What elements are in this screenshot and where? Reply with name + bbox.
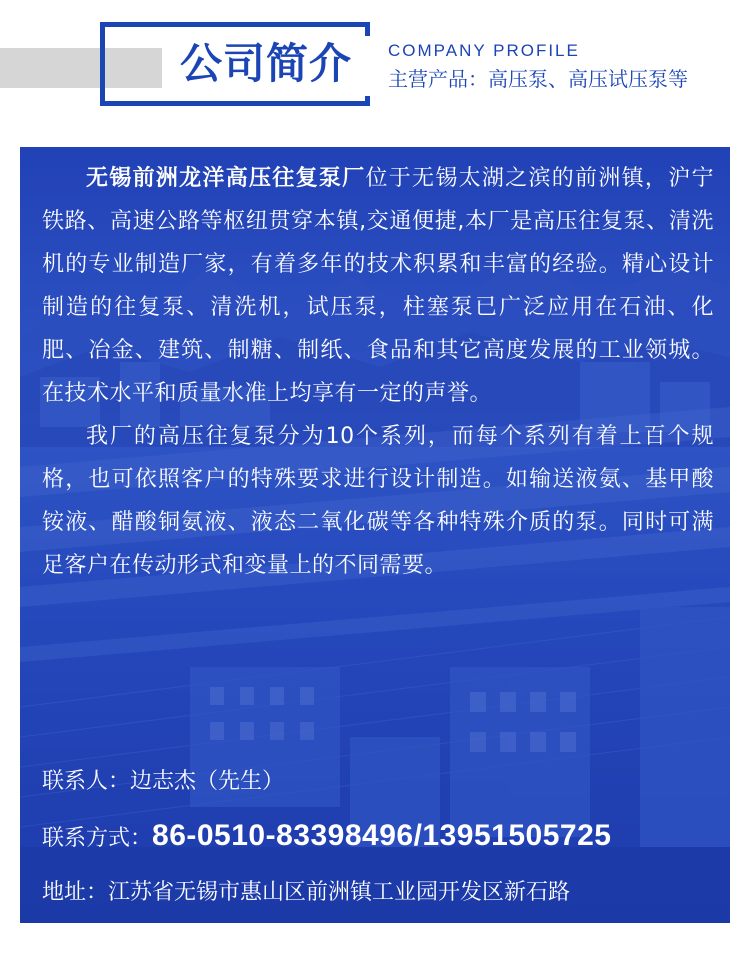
contact-address-label: 地址：: [42, 880, 109, 905]
intro-paragraph-2: 我厂的高压往复泵分为10个系列，而每个系列有着上百个规格，也可依照客户的特殊要求进行设计制造。如输送液氨、基甲酸铵液、醋酸铜氨液、液态二氧化碳等各种特殊介质的泵。同时可满足客户在传动形式和变量上的不同需要。: [42, 424, 714, 578]
company-introduction: [42, 157, 714, 587]
contact-person-row: [42, 755, 611, 809]
contact-phone-label: 联系方式：: [42, 826, 153, 851]
contact-phone-value: 86-0510-83398496/13951505725: [152, 819, 612, 852]
company-name: 无锡前洲龙洋高压往复泵厂: [86, 166, 366, 191]
contact-person-value: 边志杰（先生）: [130, 769, 285, 794]
contact-address-value: 江苏省无锡市惠山区前洲镇工业园开发区新石路: [108, 880, 571, 905]
contact-person-label: 联系人：: [42, 769, 131, 794]
intro-paragraph-1: [42, 157, 714, 415]
contact-address-row: [42, 866, 611, 920]
intro-paragraph-1-text: 位于无锡太湖之滨的前洲镇，沪宁铁路、高速公路等枢纽贯穿本镇,交通便捷,本厂是高压往复泵、清洗机的专业制造厂家，有着多年的技术积累和丰富的经验。精心设计制造的往复泵、清洗机，试压泵，柱塞泵已广泛应用在石油、化肥、冶金、建筑、制糖、制纸、食品和其它高度发展的工业领城。在技术水平和质量水准上均享有一定的声誉。: [42, 166, 714, 406]
page-title: 公司简介: [180, 39, 353, 88]
header: [0, 0, 750, 130]
company-profile-panel: [20, 147, 730, 923]
main-products-subtitle: 主营产品：高压泵、高压试压泵等: [388, 67, 688, 91]
page-title-english: COMPANY PROFILE: [388, 41, 580, 60]
contact-phone-row: [42, 809, 611, 866]
contact-info: [42, 755, 611, 920]
